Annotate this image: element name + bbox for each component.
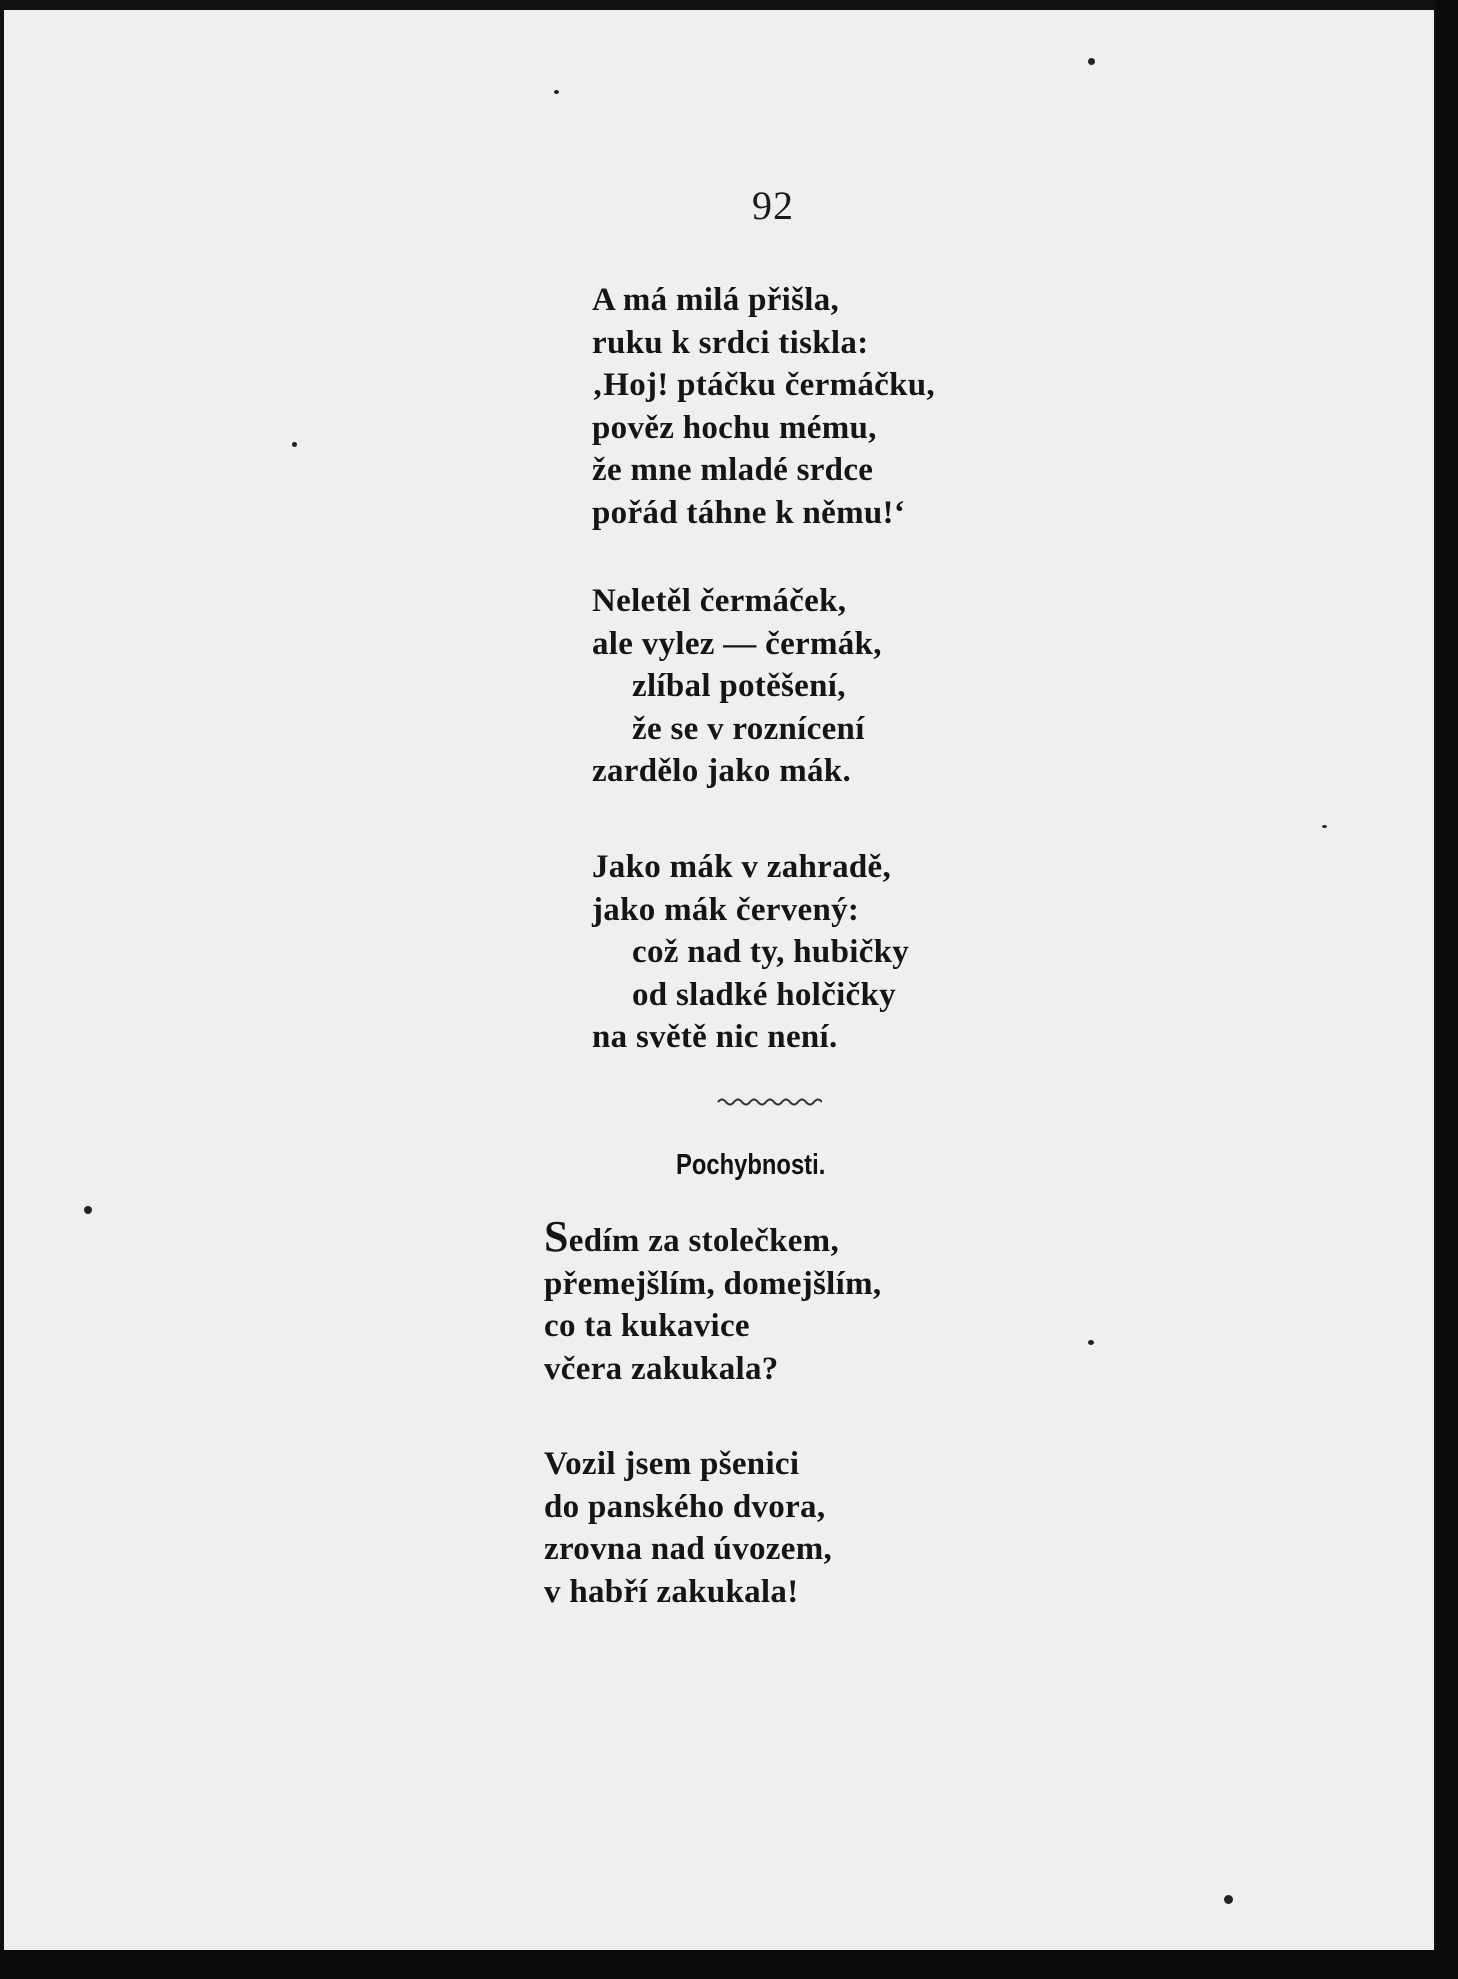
dust-speck bbox=[554, 90, 559, 94]
verse-line: Neletěl čermáček, bbox=[592, 583, 847, 619]
verse-line: že se v roznícení bbox=[632, 710, 865, 747]
dust-speck bbox=[1088, 58, 1095, 65]
verse-line: zrovna nad úvozem, bbox=[544, 1531, 833, 1567]
verse-line: pořád táhne k němu!‘ bbox=[592, 494, 906, 531]
verse-line: ale vylez — čermák, bbox=[592, 625, 882, 662]
stanza-4 bbox=[544, 1212, 882, 1390]
drop-cap: S bbox=[544, 1212, 569, 1261]
dust-speck bbox=[292, 442, 297, 447]
stanza-5 bbox=[544, 1443, 832, 1613]
verse-line: zardělo jako mák. bbox=[592, 753, 851, 789]
verse-line: což nad ty, hubičky bbox=[632, 934, 910, 970]
verse-line: Vozil jsem pšenici bbox=[544, 1446, 800, 1482]
verse-line: včera zakukala? bbox=[544, 1350, 779, 1387]
dust-speck bbox=[1224, 1895, 1233, 1904]
stanza-2 bbox=[592, 580, 882, 793]
dust-speck bbox=[1088, 1340, 1094, 1345]
verse-line: pověz hochu mému, bbox=[592, 409, 877, 446]
scan-border-right bbox=[1436, 0, 1458, 1979]
scan-border-bottom bbox=[0, 1950, 1458, 1979]
page-number: 92 bbox=[752, 183, 794, 228]
stanza-1 bbox=[592, 279, 935, 534]
verse-line: do panského dvora, bbox=[544, 1488, 826, 1525]
dust-speck bbox=[1322, 825, 1327, 828]
poem-title: Pochybnosti. bbox=[676, 1149, 826, 1181]
verse-line: Jako mák v zahradě, bbox=[592, 849, 892, 885]
verse-line: že mne mladé srdce bbox=[592, 452, 874, 488]
wavy-divider-ornament bbox=[716, 1094, 822, 1108]
verse-line: na světě nic není. bbox=[592, 1019, 838, 1055]
verse-line: jako mák červený: bbox=[592, 891, 860, 928]
verse-line: od sladké holčičky bbox=[632, 976, 896, 1013]
book-page bbox=[4, 10, 1434, 1955]
verse-line-first bbox=[544, 1212, 881, 1263]
verse-line: ruku k srdci tiskla: bbox=[592, 324, 869, 361]
first-line-rest: edím za stolečkem, bbox=[568, 1223, 840, 1259]
stanza-3 bbox=[592, 846, 909, 1059]
verse-line: přemejšlím, domejšlím, bbox=[544, 1265, 882, 1302]
verse-line: v habří zakukala! bbox=[544, 1573, 799, 1610]
verse-line: zlíbal potěšení, bbox=[632, 668, 846, 704]
verse-line: co ta kukavice bbox=[544, 1308, 750, 1344]
verse-line: ‚Hoj! ptáčku čermáčku, bbox=[592, 367, 935, 403]
dust-speck bbox=[84, 1206, 92, 1214]
verse-line: A má milá přišla, bbox=[592, 282, 840, 318]
